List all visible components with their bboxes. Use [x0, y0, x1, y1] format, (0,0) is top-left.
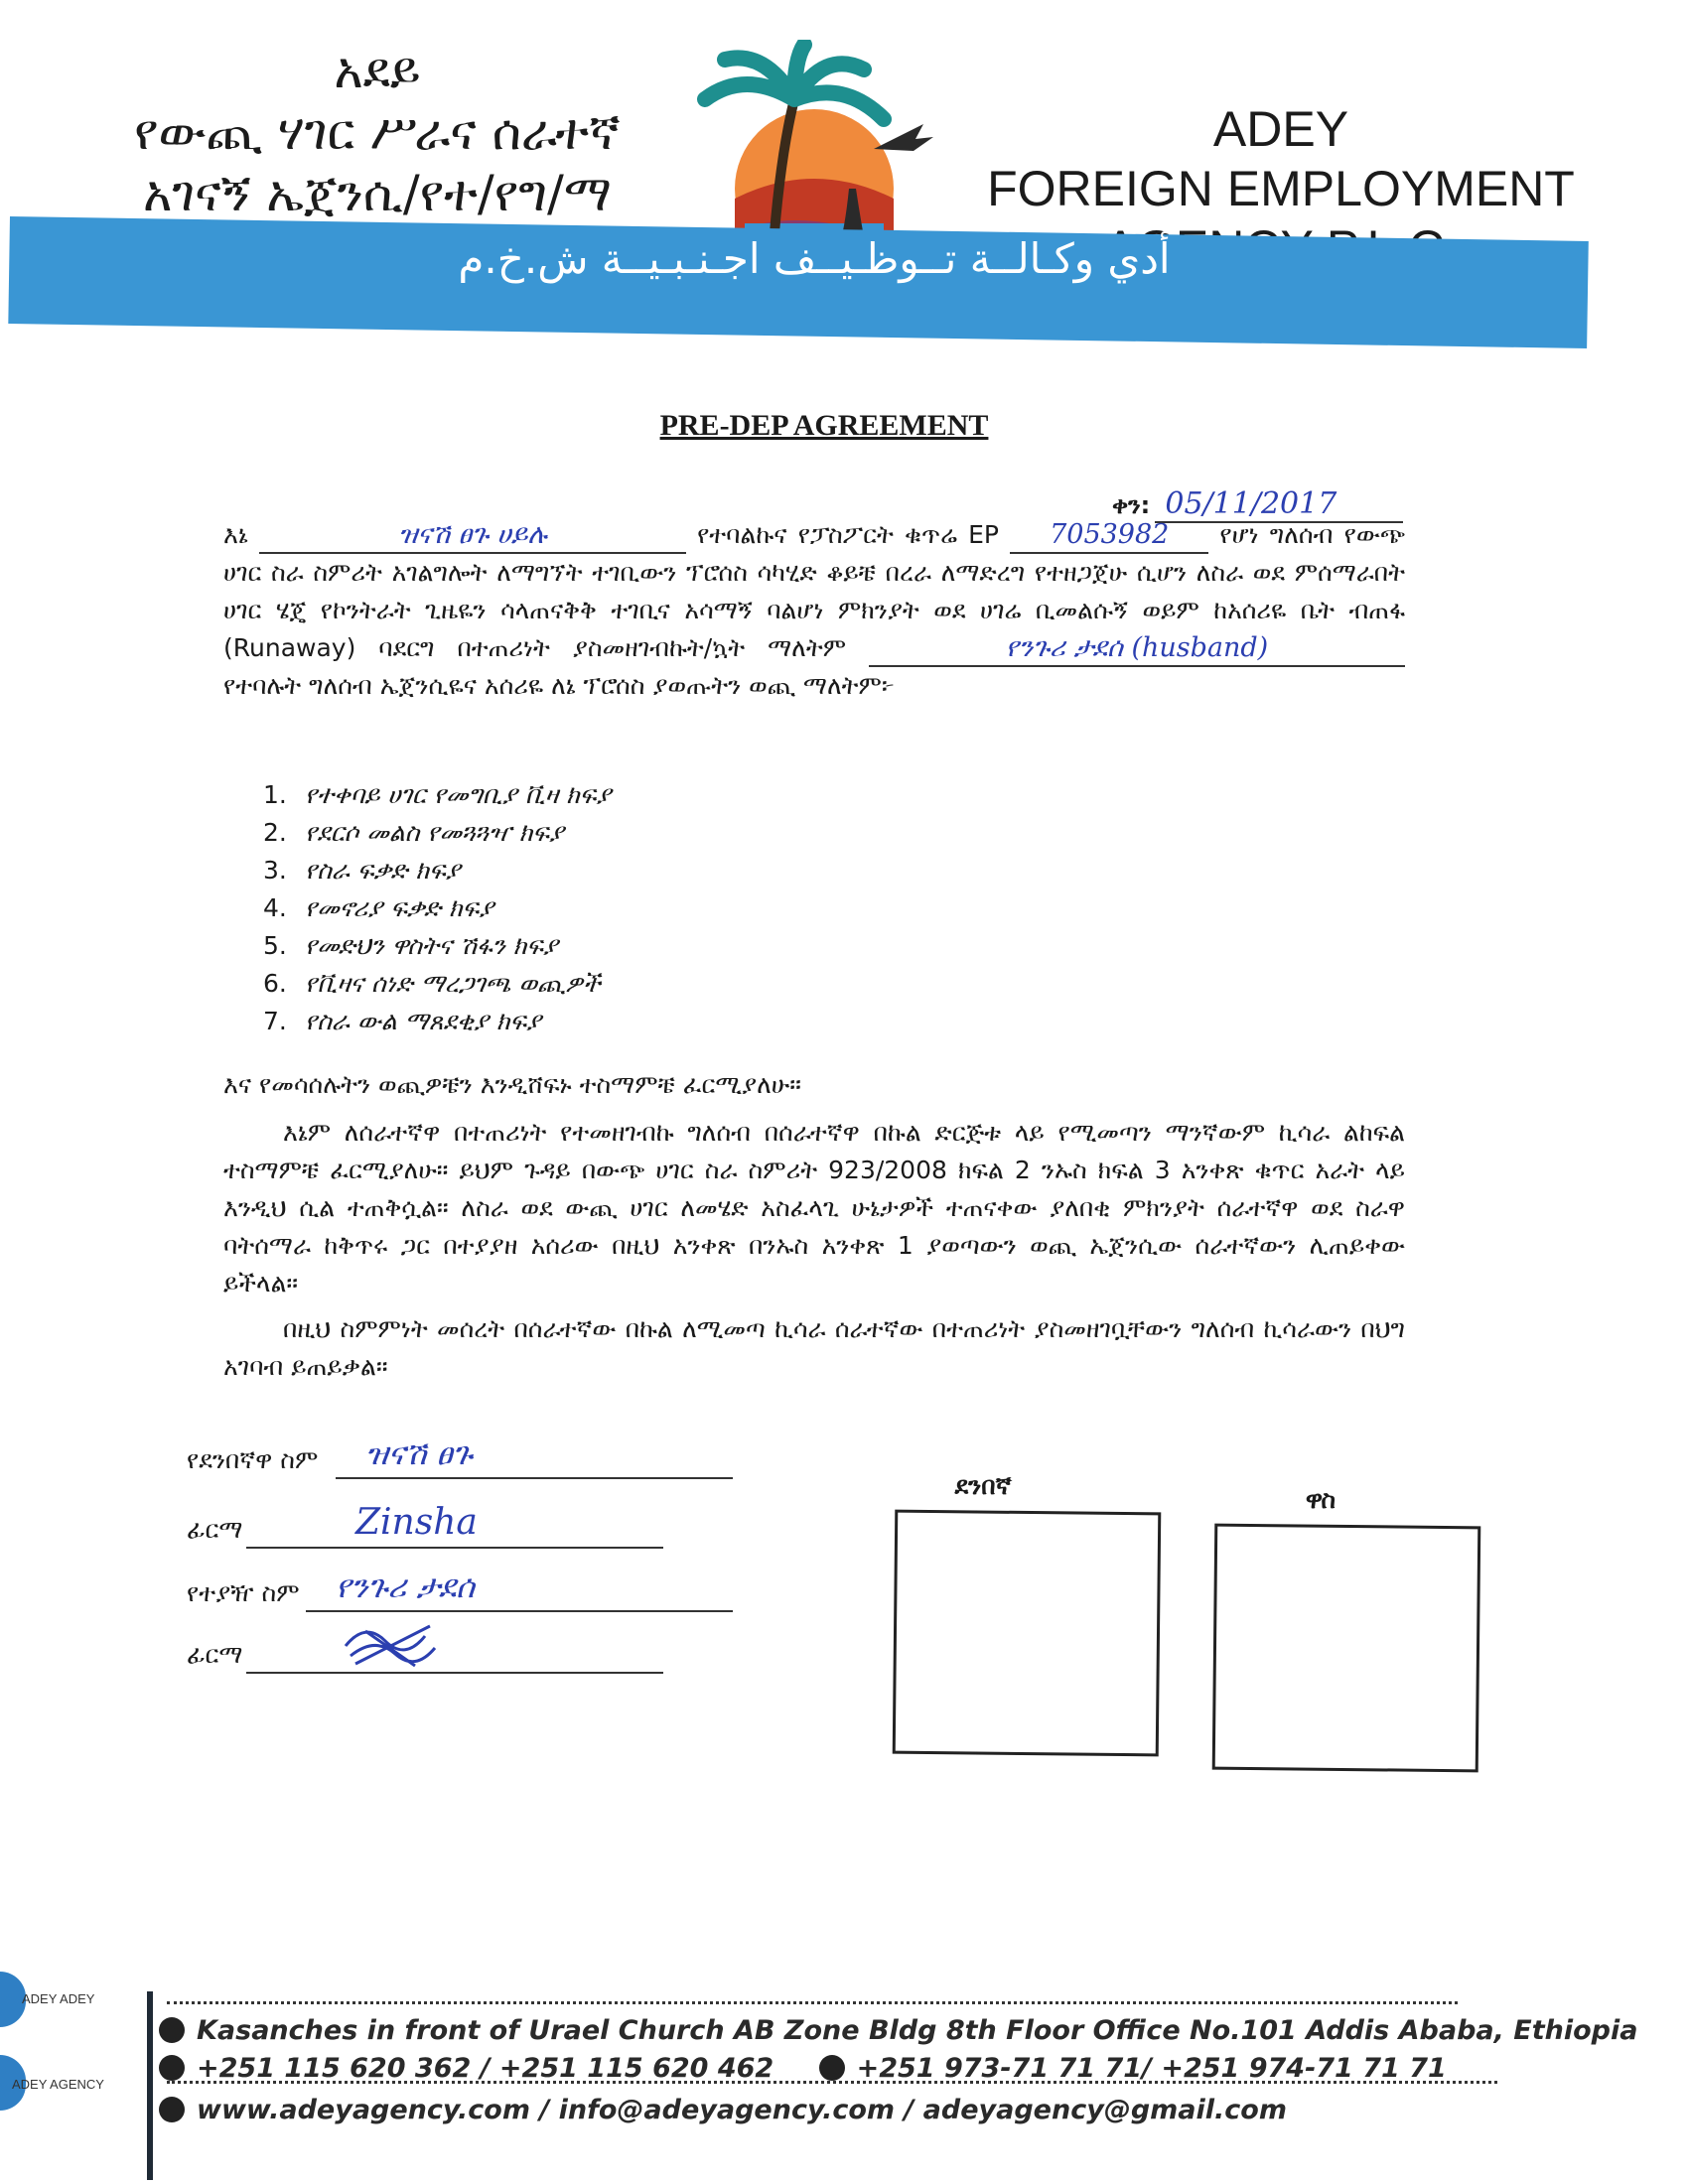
english-line-1: ADEY	[1212, 101, 1349, 157]
guarantor-sign-row	[187, 1628, 763, 1674]
list-item: 6. የቪዛና ሰነድ ማረጋገጫ ወጪዎች	[263, 969, 601, 998]
p1-prefix: እኔ	[223, 520, 248, 549]
footer-address: Kasanches in front of Urael Church AB Zone Bldg 8th Floor Office No.101 Addis Ababa, Ethiopia	[159, 2015, 1599, 2046]
list-item: 7. የስራ ውል ማጸደቂያ ክፍያ	[263, 1007, 542, 1035]
agreement-paragraph-3: እኔም ለሰራተኛዋ በተጠሪነት የተመዘገብኩ ግለሰብ በሰራተኛዋ በኩል ድርጅቱ ላይ የሚመጣን ማንኛውም ኪሳራ ልከፍል ተስማምቼ ፈርሚያለሁ። ይህም ጉዳይ በውጭ ሀገር ስራ ስምሪት 923/2008 ክፍል 2 ንኡስ ክፍል 3 አንቀጽ ቁጥር አራት ላይ እንዲህ ሲል ተጠቅሷል። ለስራ ወደ ውጪ ሀገር ለመሄድ አስፈላጊ ሁኔታዎች ተጠናቀው ያለበቂ ምክንያት ሰራተኛዋ ወደ ስራዋ ባትሰማራ ከቅጥሩ ጋር በተያያዘ አሰሪው በዚህ አንቀጽ በንኡስ አንቀጽ 1 ያወጣውን ወጪ ኤጀንሲው ሰራተኛውን ሊጠይቀው ይችላል።	[223, 1118, 1405, 1297]
client-sign-row	[187, 1503, 763, 1549]
list-item: 3. የስራ ፍቃድ ክፍያ	[263, 856, 461, 885]
client-name-value: ዝናሽ ፀጉ	[365, 1434, 473, 1472]
list-item: 4. የመኖሪያ ፍቃድ ክፍያ	[263, 893, 494, 922]
guarantor-name-row	[187, 1567, 763, 1612]
client-box-label: ደንበኛ	[954, 1471, 1012, 1500]
footer-divider	[147, 1991, 153, 2180]
guarantor-photo-box	[1212, 1524, 1481, 1773]
p1-part-b: የሆነ ግለሰብ የውጭ ሀገር ስራ ስምሪት አገልግሎት ለማግኘት ተገቢውን ፕሮሰስ ሳካሂድ ቆይቼ በረራ ለማድረግ የተዘጋጀሁ ሲሆን ለስራ ወደ ምሰማራበት ሀገር ሄጄ የኮንትራት ጊዜዬን ሳላጠናቅቅ ተገቢና አሳማኝ ባልሆነ ምክንያት ወደ ሀገሬ ቢመልሱኝ ወይም ከአሰሪዬ ቤት ብጠፋ (Runaway) ባደርግ በተጠሪነት ያስመዘገብኩት/ኳት ማለትም	[223, 520, 1406, 662]
amharic-line-2: የውጪ ሃገር ሥራና ሰራተኛ	[134, 103, 621, 161]
document-title: PRE-DEP AGREEMENT	[659, 409, 989, 442]
p1-part-c: የተባሉት ግለሰብ ኤጀንሲዬና አሰሪዬ ለኔ ፕሮሰስ ያወጡትን ወጪ ማለትም፦	[223, 671, 896, 700]
amharic-company-name	[79, 40, 675, 224]
client-name-line	[336, 1477, 733, 1479]
agreement-paragraph-2: እና የመሳሰሉትን ወጪዎቼን እንዲሸፍኑ ተስማምቼ ፈርሚያለሁ።	[223, 1070, 801, 1099]
amharic-line-1: አደይ	[334, 42, 421, 99]
guarantor-signature-scribble-icon	[336, 1616, 445, 1672]
side-text-top: ADEY ADEY	[22, 1991, 95, 2006]
footer-phones: +251 115 620 362 / +251 115 620 462 +251 973-71 71 71/ +251 974-71 71 71	[159, 2053, 1599, 2084]
worker-name-value: ዝናሽ ፀጉ ሀይሉ	[259, 518, 686, 554]
client-name-row	[187, 1433, 763, 1479]
mobile-icon	[819, 2055, 845, 2081]
p1-part-a: የተባልኩና የፓስፖርት ቁጥሬ EP	[697, 520, 1000, 549]
guarantor-value: የንጉሪ ታደሰ (husband)	[869, 631, 1405, 667]
guarantor-sign-line	[246, 1672, 663, 1674]
arabic-company-name: أدي وكـالــة تــوظـيــف اجـنـبـيــة ش.خ.م	[458, 234, 1171, 283]
guarantor-name-line	[306, 1610, 733, 1612]
footer-web: www.adeyagency.com / info@adeyagency.com / adeyagency@gmail.com	[159, 2095, 1599, 2125]
passport-number-value: 7053982	[1010, 518, 1208, 554]
list-item: 2. የደርሶ መልስ የመጓጓዣ ክፍያ	[263, 818, 564, 847]
agreement-paragraph-4: በዚህ ስምምነት መሰረት በሰራተኛው በኩል ለሚመጣ ኪሳራ ሰራተኛው በተጠሪነት ያስመዘገቧቸውን ግለሰብ ኪሳራውን በህግ አገባብ ይጠይቃል።	[223, 1314, 1405, 1381]
client-sign-line	[246, 1547, 663, 1549]
side-text-bottom: ADEY AGENCY	[12, 2077, 104, 2092]
amharic-line-3: አገናኝ ኤጀንሲ/የተ/የግ/ማ	[142, 165, 613, 222]
client-sign-label: ፊርማ	[187, 1515, 243, 1544]
date-value: 05/11/2017	[1155, 486, 1403, 523]
list-item: 1. የተቀባይ ሀገር የመግቢያ ቪዛ ክፍያ	[263, 780, 612, 809]
location-icon	[159, 2017, 185, 2043]
guarantor-name-value: የንጉሪ ታደሰ	[336, 1568, 475, 1605]
client-photo-box	[893, 1510, 1162, 1757]
guarantor-name-label: የተያዥ ስም	[187, 1578, 300, 1607]
guarantor-box-label: ዋስ	[1305, 1485, 1336, 1514]
english-line-2: FOREIGN EMPLOYMENT	[987, 161, 1575, 216]
cost-items-list	[263, 776, 958, 1040]
globe-icon	[159, 2097, 185, 2122]
phone-icon	[159, 2055, 185, 2081]
list-item: 5. የመድህን ዋስትና ሽፋን ክፍያ	[263, 931, 558, 960]
client-name-label: የደንበኛዋ ስም	[187, 1445, 319, 1474]
guarantor-sign-label: ፊርማ	[187, 1640, 243, 1669]
agreement-paragraph-1	[223, 516, 1405, 705]
date-label: ቀን:	[1112, 491, 1151, 519]
footer-dotted-rule-top	[167, 2001, 1458, 2004]
client-signature-value: Zinsha	[355, 1502, 478, 1543]
